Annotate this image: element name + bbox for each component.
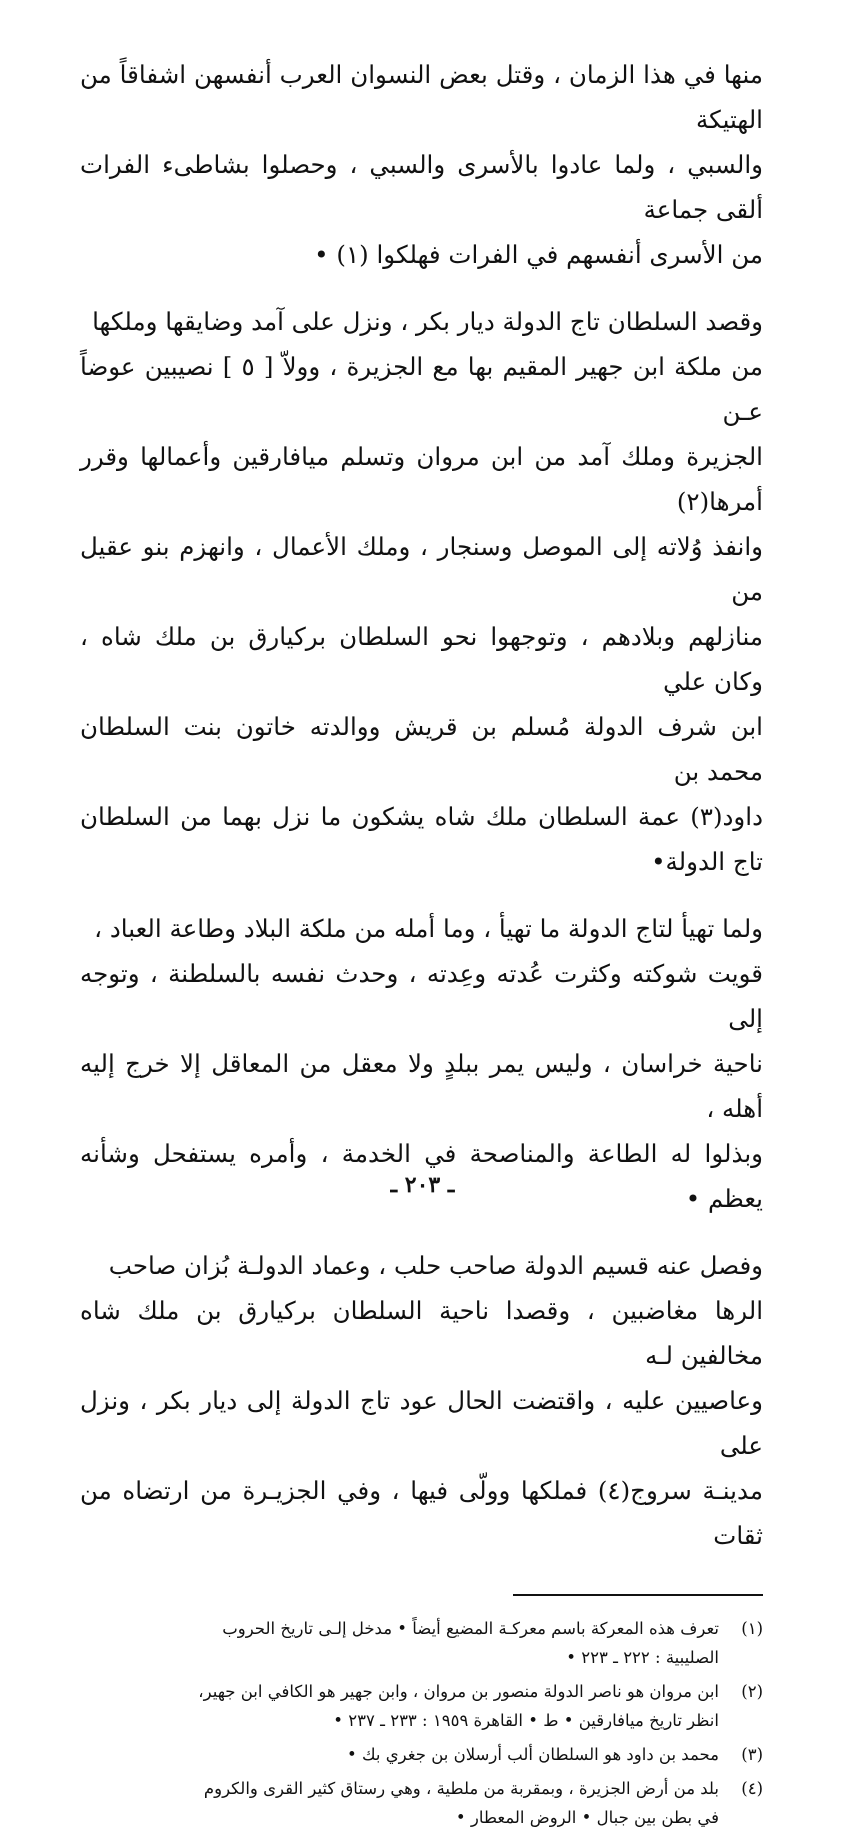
footnote-number: (٢)	[741, 1682, 763, 1701]
footnote-text: ابن مروان هو ناصر الدولة منصور بن مروان ، وابن جهير هو الكافي ابن جهير، انظر تاريخ ميافارقين • ط • القاهرة ١٩٥٩ : ٢٣٣ ـ ٢٣٧ •	[198, 1682, 719, 1730]
footnote-text: تعرف هذه المعركة باسم معركـة المضيع أيضاً • مدخل إلـى تاريخ الحروب الصليبية : ٢٢٢ ـ ٢٢٣ •	[222, 1619, 719, 1667]
footnote-number: (٣)	[741, 1745, 763, 1764]
paragraph-1: منها في هذا الزمان ، وقتل بعض النسوان العرب أنفسهن اشفاقاً من الهتيكة والسبي ، ولما عادوا بالأسرى والسبي ، وحصلوا بشاطىء الفرات ألقى جماعة من الأسرى أنفسهم في الفرات فهلكوا (١) •	[80, 60, 763, 269]
footnote-divider	[513, 1594, 763, 1596]
footnote-number: (١)	[741, 1619, 763, 1638]
footnote-item	[80, 1740, 763, 1769]
footnote-text: محمد بن داود هو السلطان ألب أرسلان بن جغري بك •	[347, 1745, 719, 1764]
footnote-number: (٤)	[741, 1779, 763, 1798]
footnote-item	[80, 1677, 763, 1735]
paragraph-4: وفصل عنه قسيم الدولة صاحب حلب ، وعماد الدولـة بُزان صاحب الرها مغاضبين ، وقصدا ناحية السلطان بركيارق بن ملك شاه مخالفين لـه وعاصيين عليه ، واقتضت الحال عود تاج الدولة إلى ديار بكر ، ونزل على مدينـة سروج(٤) فملكها وولّى فيها ، وفي الجزيـرة من ارتضاه من ثقات	[80, 1251, 763, 1550]
page-number: ـ ٢٠٣ ـ	[390, 1172, 455, 1198]
footnote-text: بلد من أرض الجزيرة ، وبمقربة من ملطية ، وهي رستاق كثير القرى والكروم في بطن بين جبال • الروض المعطار •	[203, 1779, 719, 1827]
paragraph-3: ولما تهيأ لتاج الدولة ما تهيأ ، وما أمله من ملكة البلاد وطاعة العباد ، قويت شوكته وكثرت عُدته وعِدته ، وحدث نفسه بالسلطنة ، وتوجه إلى ناحية خراسان ، وليس يمر ببلدٍ ولا معقل من المعاقل إلا خرج إليه أهله ، وبذلوا له الطاعة والمناصحة في الخدمة ، وأمره يستفحل وشأنه يعظم •	[80, 914, 763, 1213]
main-text	[80, 52, 763, 1558]
paragraph-2: وقصد السلطان تاج الدولة ديار بكر ، ونزل على آمد وضايقها وملكها من ملكة ابن جهير المقيم بها مع الجزيرة ، وولاّ [ ٥ ] نصيبين عوضاً عـن الجزيرة وملك آمد من ابن مروان وتسلم ميافارقين وأعمالها وقرر أمرها(٢) وانفذ وُلاته إلى الموصل وسنجار ، وملك الأعمال ، وانهزم بنو عقيل من منازلهم وبلادهم ، وتوجهوا نحو السلطان بركيارق بن ملك شاه ، وكان علي ابن شرف الدولة مُسلم بن قريش ووالدته خاتون بنت السلطان محمد بن داود(٣) عمة السلطان ملك شاه يشكون ما نزل بهما من السلطان تاج الدولة•	[80, 307, 763, 876]
footnote-item	[80, 1774, 763, 1832]
footnote-item	[80, 1614, 763, 1672]
footnotes	[80, 1614, 763, 1832]
